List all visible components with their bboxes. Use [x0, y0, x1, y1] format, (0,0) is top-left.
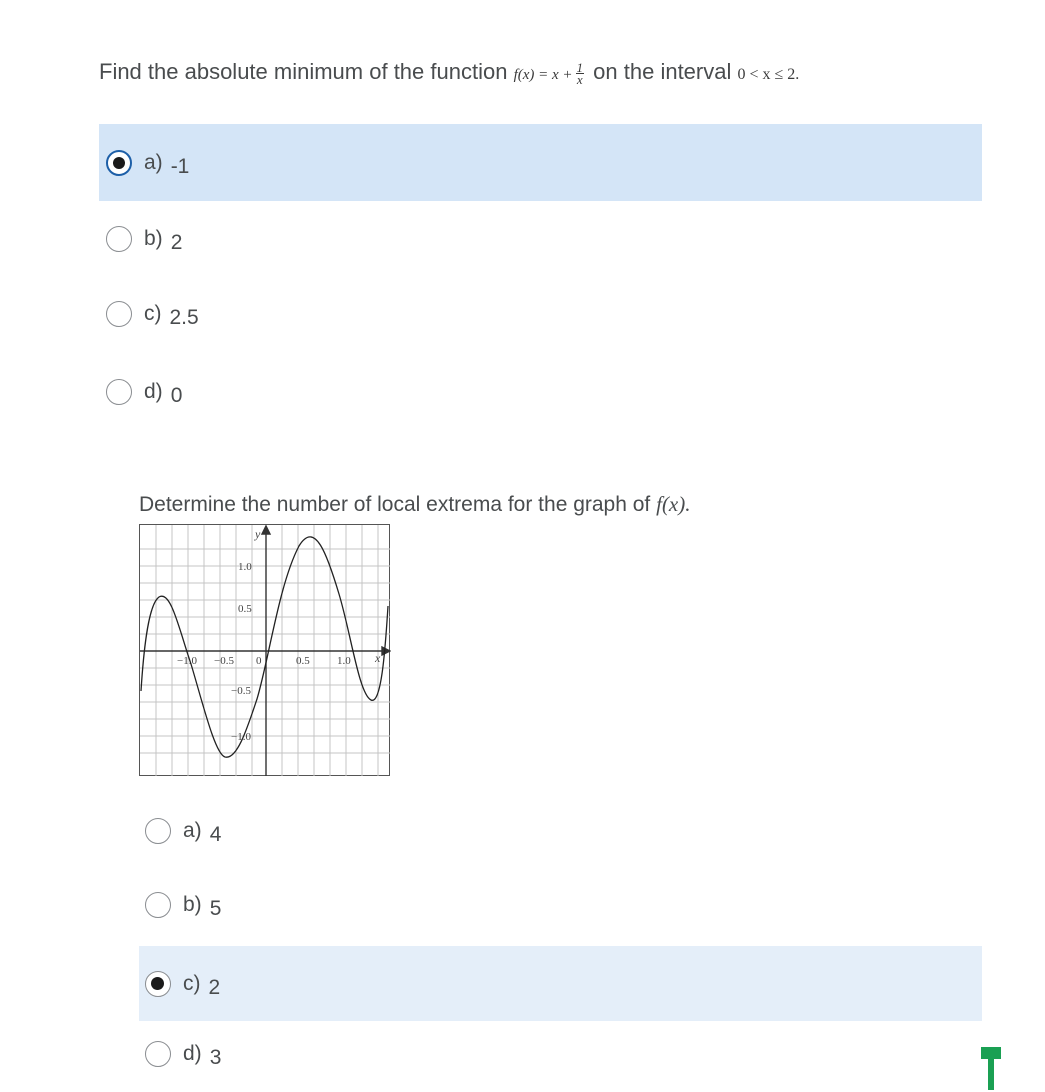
y-tick-label: 0.5: [238, 603, 252, 615]
question-2-prompt: [139, 492, 691, 517]
y-tick-label: −0.5: [231, 685, 251, 697]
q2-option-c-letter: c): [183, 971, 201, 995]
q2-prompt-text: Determine the number of local extrema for the graph of: [139, 493, 651, 516]
x-axis-label: x: [375, 651, 381, 665]
y-axis-label: y: [255, 527, 261, 541]
q1-function-fraction: [576, 59, 585, 87]
q2-option-a-radio[interactable]: [145, 818, 171, 844]
q1-option-a-letter: a): [144, 150, 163, 174]
x-tick-label: −0.5: [214, 655, 234, 667]
q1-option-b-value: 2: [170, 230, 183, 254]
x-tick-label: −1.0: [177, 655, 197, 667]
q2-option-d-value: 3: [209, 1045, 222, 1069]
q2-option-d-radio[interactable]: [145, 1041, 171, 1067]
q2-option-a[interactable]: [139, 792, 982, 869]
q1-prompt-middle: on the interval: [593, 59, 732, 84]
q1-option-c-letter: c): [144, 301, 162, 325]
question-1-prompt: [99, 52, 799, 95]
q1-option-c-value: 2.5: [169, 305, 199, 329]
q2-option-b-value: 5: [209, 896, 222, 920]
q2-option-b[interactable]: [139, 866, 982, 943]
q2-option-c-value: 2: [208, 975, 221, 999]
q2-option-d-letter: d): [183, 1041, 202, 1065]
q2-option-c[interactable]: [139, 946, 982, 1021]
q1-option-a-radio[interactable]: [106, 150, 132, 176]
q2-option-d[interactable]: [139, 1015, 982, 1092]
q1-option-a-value: -1: [170, 154, 190, 178]
y-tick-label: −1.0: [231, 731, 251, 743]
q2-prompt-function: f(x).: [656, 492, 691, 516]
q1-frac-denominator: x: [576, 71, 583, 87]
q1-function-lhs: f(x) = x +: [513, 67, 573, 83]
q1-option-c[interactable]: [99, 275, 982, 352]
q1-option-b-letter: b): [144, 226, 163, 250]
q1-option-b[interactable]: [99, 200, 982, 277]
q1-option-c-radio[interactable]: [106, 301, 132, 327]
q2-option-a-letter: a): [183, 818, 202, 842]
q1-option-d[interactable]: [99, 353, 982, 430]
q1-interval: 0 < x ≤ 2.: [737, 66, 800, 83]
green-flag-icon: [981, 1047, 1001, 1090]
x-tick-label: 0.5: [296, 655, 310, 667]
y-tick-label: 1.0: [238, 561, 252, 573]
q1-option-d-value: 0: [170, 383, 183, 407]
q1-frac-numerator: 1: [576, 59, 584, 75]
q1-option-d-radio[interactable]: [106, 379, 132, 405]
q1-option-d-letter: d): [144, 379, 163, 403]
x-tick-label: 0: [256, 655, 262, 667]
q1-option-b-radio[interactable]: [106, 226, 132, 252]
q1-prompt-text: Find the absolute minimum of the function: [99, 59, 508, 84]
q2-option-c-radio[interactable]: [145, 971, 171, 997]
q2-option-b-radio[interactable]: [145, 892, 171, 918]
graph-frame: [140, 525, 390, 776]
q2-option-b-letter: b): [183, 892, 202, 916]
function-graph: [139, 524, 391, 778]
q1-option-a[interactable]: [99, 124, 982, 201]
x-tick-label: 1.0: [337, 655, 351, 667]
q2-option-a-value: 4: [209, 822, 222, 846]
